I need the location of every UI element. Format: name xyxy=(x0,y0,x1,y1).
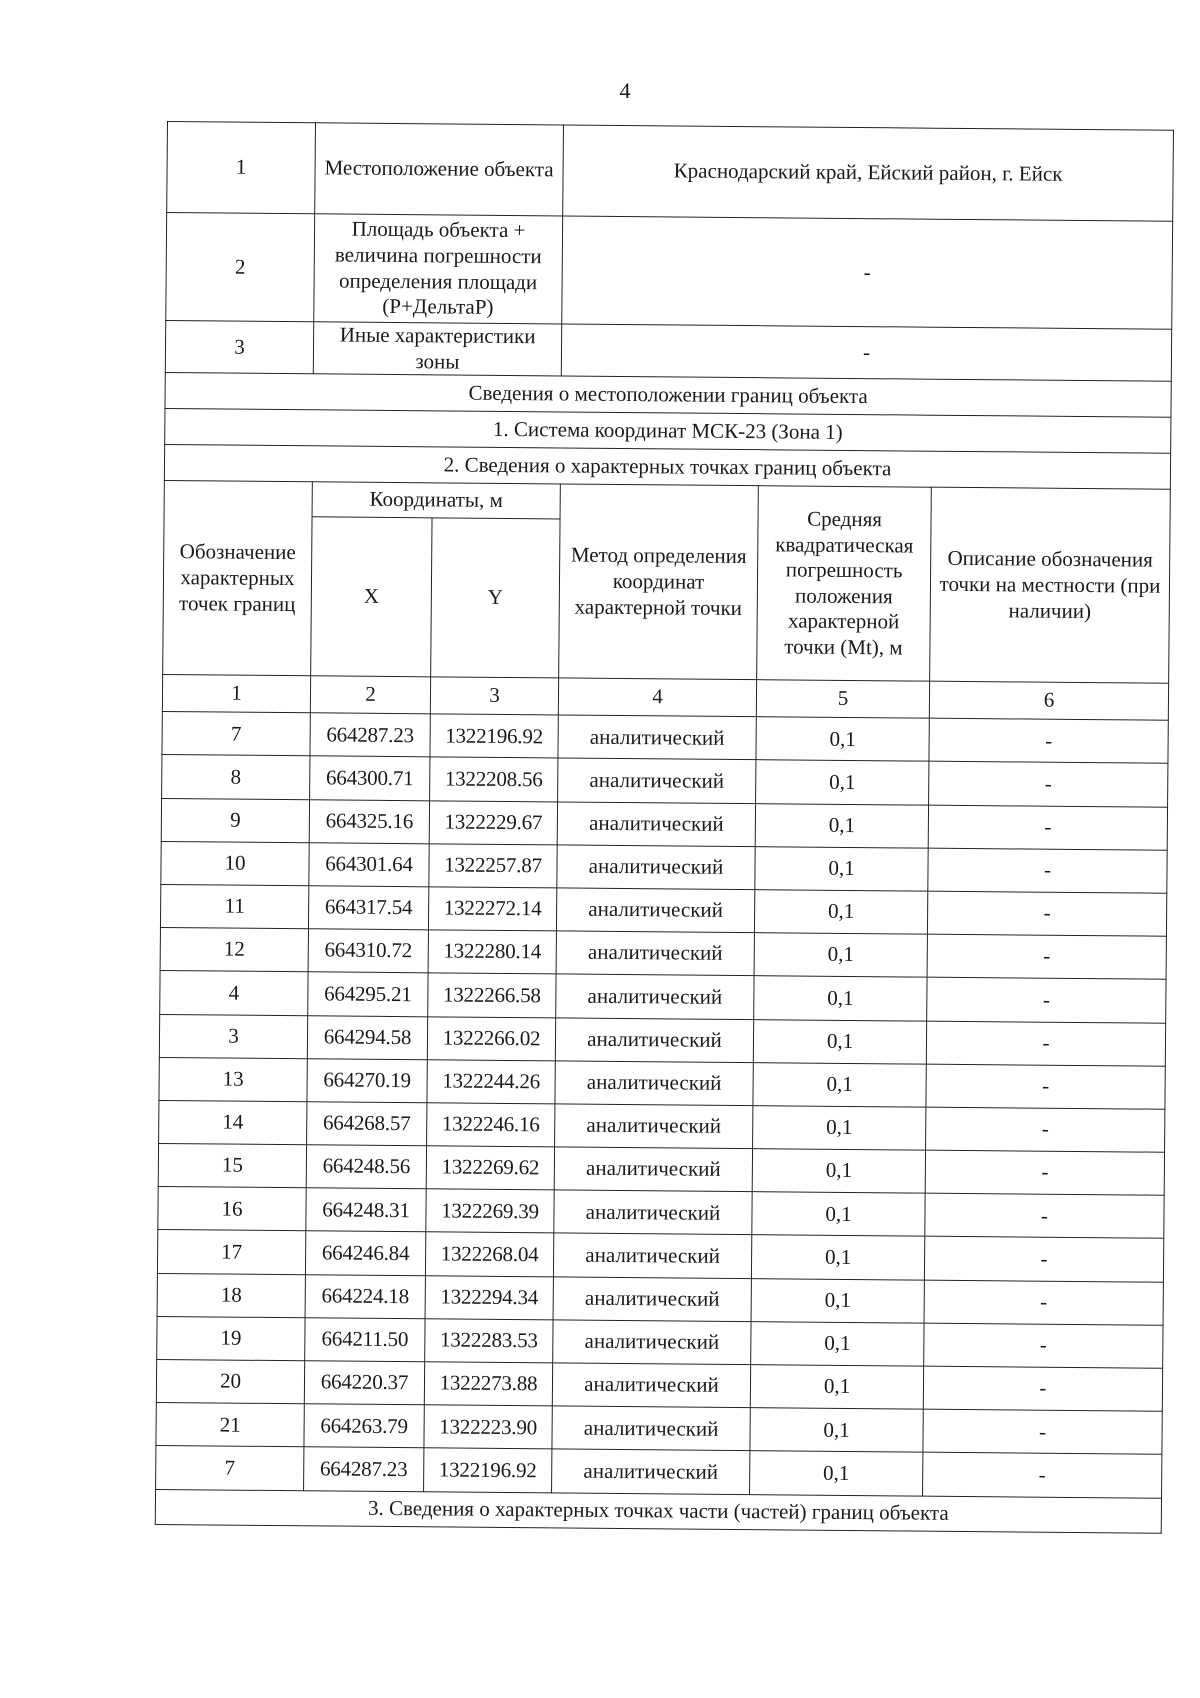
cell-point: 11 xyxy=(160,884,308,928)
column-number: 5 xyxy=(756,680,929,719)
cell-point: 7 xyxy=(162,712,310,756)
cell-method: аналитический xyxy=(553,1320,751,1365)
cell-x: 664287.23 xyxy=(304,1447,424,1491)
cell-method: аналитический xyxy=(553,1277,751,1322)
cell-method: аналитический xyxy=(552,1406,750,1451)
cell-error: 0,1 xyxy=(756,760,929,805)
cell-error: 0,1 xyxy=(752,1149,925,1194)
cell-error: 0,1 xyxy=(754,890,927,935)
cell-error: 0,1 xyxy=(753,1062,926,1107)
cell-description: - xyxy=(929,762,1168,807)
cell-x: 664246.84 xyxy=(305,1231,425,1275)
cell-y: 1322269.39 xyxy=(426,1189,554,1233)
cell-method: аналитический xyxy=(552,1363,750,1408)
cell-x: 664224.18 xyxy=(305,1274,425,1318)
cell-description: - xyxy=(927,978,1166,1023)
cell-description: - xyxy=(926,1064,1165,1109)
cell-error: 0,1 xyxy=(753,1019,926,1064)
cell-description: - xyxy=(927,891,1166,936)
cell-method: аналитический xyxy=(554,1190,752,1235)
header-y: Y xyxy=(431,518,560,678)
cell-point: 8 xyxy=(162,755,310,799)
cell-description: - xyxy=(926,1107,1165,1152)
cell-error: 0,1 xyxy=(750,1365,923,1410)
cell-method: аналитический xyxy=(556,931,754,976)
cell-description: - xyxy=(929,718,1168,763)
cell-description: - xyxy=(924,1237,1163,1282)
info-row-area xyxy=(166,213,1173,330)
header-designation: Обозначение характерных точек границ xyxy=(163,481,313,676)
cell-x: 664300.71 xyxy=(310,756,430,800)
cell-y: 1322208.56 xyxy=(430,757,558,801)
cell-y: 1322268.04 xyxy=(425,1232,553,1276)
info-row-label: Местоположение объекта xyxy=(315,123,564,216)
column-number: 6 xyxy=(929,681,1168,720)
cell-method: аналитический xyxy=(552,1449,750,1494)
column-number: 4 xyxy=(558,678,756,717)
info-row-value: Краснодарский край, Ейский район, г. Ейск xyxy=(563,125,1174,221)
cell-y: 1322196.92 xyxy=(430,714,558,758)
info-row-label: Площадь объекта + величина погрешности определения площади (P+ДельтаP) xyxy=(314,214,563,324)
cell-description: - xyxy=(925,1150,1164,1195)
cell-x: 664325.16 xyxy=(309,799,429,843)
cell-y: 1322229.67 xyxy=(429,800,557,844)
column-number: 1 xyxy=(162,675,310,713)
cell-point: 13 xyxy=(159,1057,307,1101)
cell-error: 0,1 xyxy=(756,717,929,762)
cell-x: 664310.72 xyxy=(308,929,428,973)
cell-point: 21 xyxy=(156,1403,304,1447)
cell-y: 1322266.02 xyxy=(427,1016,555,1060)
cell-error: 0,1 xyxy=(750,1408,923,1453)
cell-method: аналитический xyxy=(553,1233,751,1278)
cell-point: 20 xyxy=(156,1359,304,1403)
cell-method: аналитический xyxy=(555,1104,753,1149)
cell-x: 664294.58 xyxy=(307,1015,427,1059)
cell-y: 1322273.88 xyxy=(424,1362,552,1406)
cell-y: 1322280.14 xyxy=(428,930,556,974)
cell-description: - xyxy=(923,1409,1162,1454)
cell-x: 664263.79 xyxy=(304,1404,424,1448)
cell-description: - xyxy=(924,1323,1163,1368)
cell-description: - xyxy=(923,1453,1162,1498)
cell-error: 0,1 xyxy=(751,1278,924,1323)
page-number: 4 xyxy=(619,78,631,103)
info-row-number: 1 xyxy=(167,122,316,214)
info-row-value: - xyxy=(561,324,1171,382)
cell-method: аналитический xyxy=(556,888,754,933)
cell-x: 664301.64 xyxy=(309,843,429,887)
cell-y: 1322266.58 xyxy=(428,973,556,1017)
cell-y: 1322283.53 xyxy=(425,1319,553,1363)
cell-point: 12 xyxy=(160,928,308,972)
cell-point: 16 xyxy=(158,1187,306,1231)
cell-description: - xyxy=(926,1021,1165,1066)
cell-x: 664295.21 xyxy=(308,972,428,1016)
cell-error: 0,1 xyxy=(753,1106,926,1151)
info-row-other xyxy=(165,320,1171,381)
cell-method: аналитический xyxy=(557,802,755,847)
cell-description: - xyxy=(924,1280,1163,1325)
cell-method: аналитический xyxy=(558,715,756,760)
cell-point: 3 xyxy=(159,1014,307,1058)
document-sheet xyxy=(155,121,1173,1533)
info-row-number: 3 xyxy=(165,320,313,374)
cell-description: - xyxy=(928,805,1167,850)
cell-method: аналитический xyxy=(557,845,755,890)
cell-x: 664287.23 xyxy=(310,713,430,757)
info-row-location xyxy=(167,122,1174,222)
cell-y: 1322196.92 xyxy=(424,1448,552,1492)
cell-error: 0,1 xyxy=(755,803,928,848)
cell-point: 19 xyxy=(157,1316,305,1360)
cell-y: 1322246.16 xyxy=(427,1103,555,1147)
cell-description: - xyxy=(923,1366,1162,1411)
boundary-table xyxy=(155,121,1174,1533)
cell-description: - xyxy=(927,934,1166,979)
section-title: Сведения о местоположении границ объекта xyxy=(165,373,1171,418)
cell-error: 0,1 xyxy=(751,1235,924,1280)
cell-method: аналитический xyxy=(555,1061,753,1106)
cell-error: 0,1 xyxy=(754,976,927,1021)
cell-point: 15 xyxy=(158,1144,306,1188)
cell-x: 664317.54 xyxy=(308,886,428,930)
header-x: X xyxy=(311,517,432,677)
cell-point: 17 xyxy=(157,1230,305,1274)
cell-x: 664220.37 xyxy=(304,1361,424,1405)
header-method: Метод определения координат характерной точки xyxy=(559,484,759,680)
cell-y: 1322294.34 xyxy=(425,1275,553,1319)
cell-point: 7 xyxy=(156,1446,304,1490)
cell-point: 14 xyxy=(159,1100,307,1144)
cell-method: аналитический xyxy=(555,1017,753,1062)
header-coordinates: Координаты, м xyxy=(312,482,560,519)
cell-x: 664270.19 xyxy=(307,1058,427,1102)
info-row-number: 2 xyxy=(166,213,315,322)
cell-x: 664248.31 xyxy=(306,1188,426,1232)
cell-method: аналитический xyxy=(558,758,756,803)
cell-point: 4 xyxy=(160,971,308,1015)
column-number: 3 xyxy=(430,677,558,715)
cell-error: 0,1 xyxy=(750,1451,923,1496)
footer-title: 3. Сведения о характерных точках части (частей) границ объекта xyxy=(155,1489,1161,1533)
info-row-label: Иные характеристики зоны xyxy=(313,322,561,376)
header-description: Описание обозначения точки на местности (при наличии) xyxy=(930,487,1171,683)
cell-method: аналитический xyxy=(556,974,754,1019)
cell-x: 664248.56 xyxy=(306,1145,426,1189)
cell-y: 1322257.87 xyxy=(429,844,557,888)
cell-method: аналитический xyxy=(554,1147,752,1192)
cell-error: 0,1 xyxy=(751,1321,924,1366)
points-title: 2. Сведения о характерных точках границ объекта xyxy=(164,445,1170,490)
coord-system: 1. Система координат МСК-23 (Зона 1) xyxy=(165,409,1171,454)
data-rows xyxy=(156,712,1169,1498)
cell-y: 1322244.26 xyxy=(427,1060,555,1104)
cell-y: 1322223.90 xyxy=(424,1405,552,1449)
cell-y: 1322269.62 xyxy=(426,1146,554,1190)
info-row-value: - xyxy=(562,216,1173,329)
cell-point: 18 xyxy=(157,1273,305,1317)
cell-error: 0,1 xyxy=(752,1192,925,1237)
cell-x: 664211.50 xyxy=(305,1318,425,1362)
cell-error: 0,1 xyxy=(754,933,927,978)
cell-x: 664268.57 xyxy=(307,1102,427,1146)
cell-y: 1322272.14 xyxy=(428,887,556,931)
cell-point: 10 xyxy=(161,841,309,885)
cell-description: - xyxy=(925,1193,1164,1238)
column-number: 2 xyxy=(310,676,430,714)
cell-error: 0,1 xyxy=(755,846,928,891)
cell-description: - xyxy=(928,848,1167,893)
header-error: Средняя квадратическая погрешность положения характерной точки (Mt), м xyxy=(757,486,932,682)
footer-title-row xyxy=(155,1489,1161,1533)
cell-point: 9 xyxy=(161,798,309,842)
